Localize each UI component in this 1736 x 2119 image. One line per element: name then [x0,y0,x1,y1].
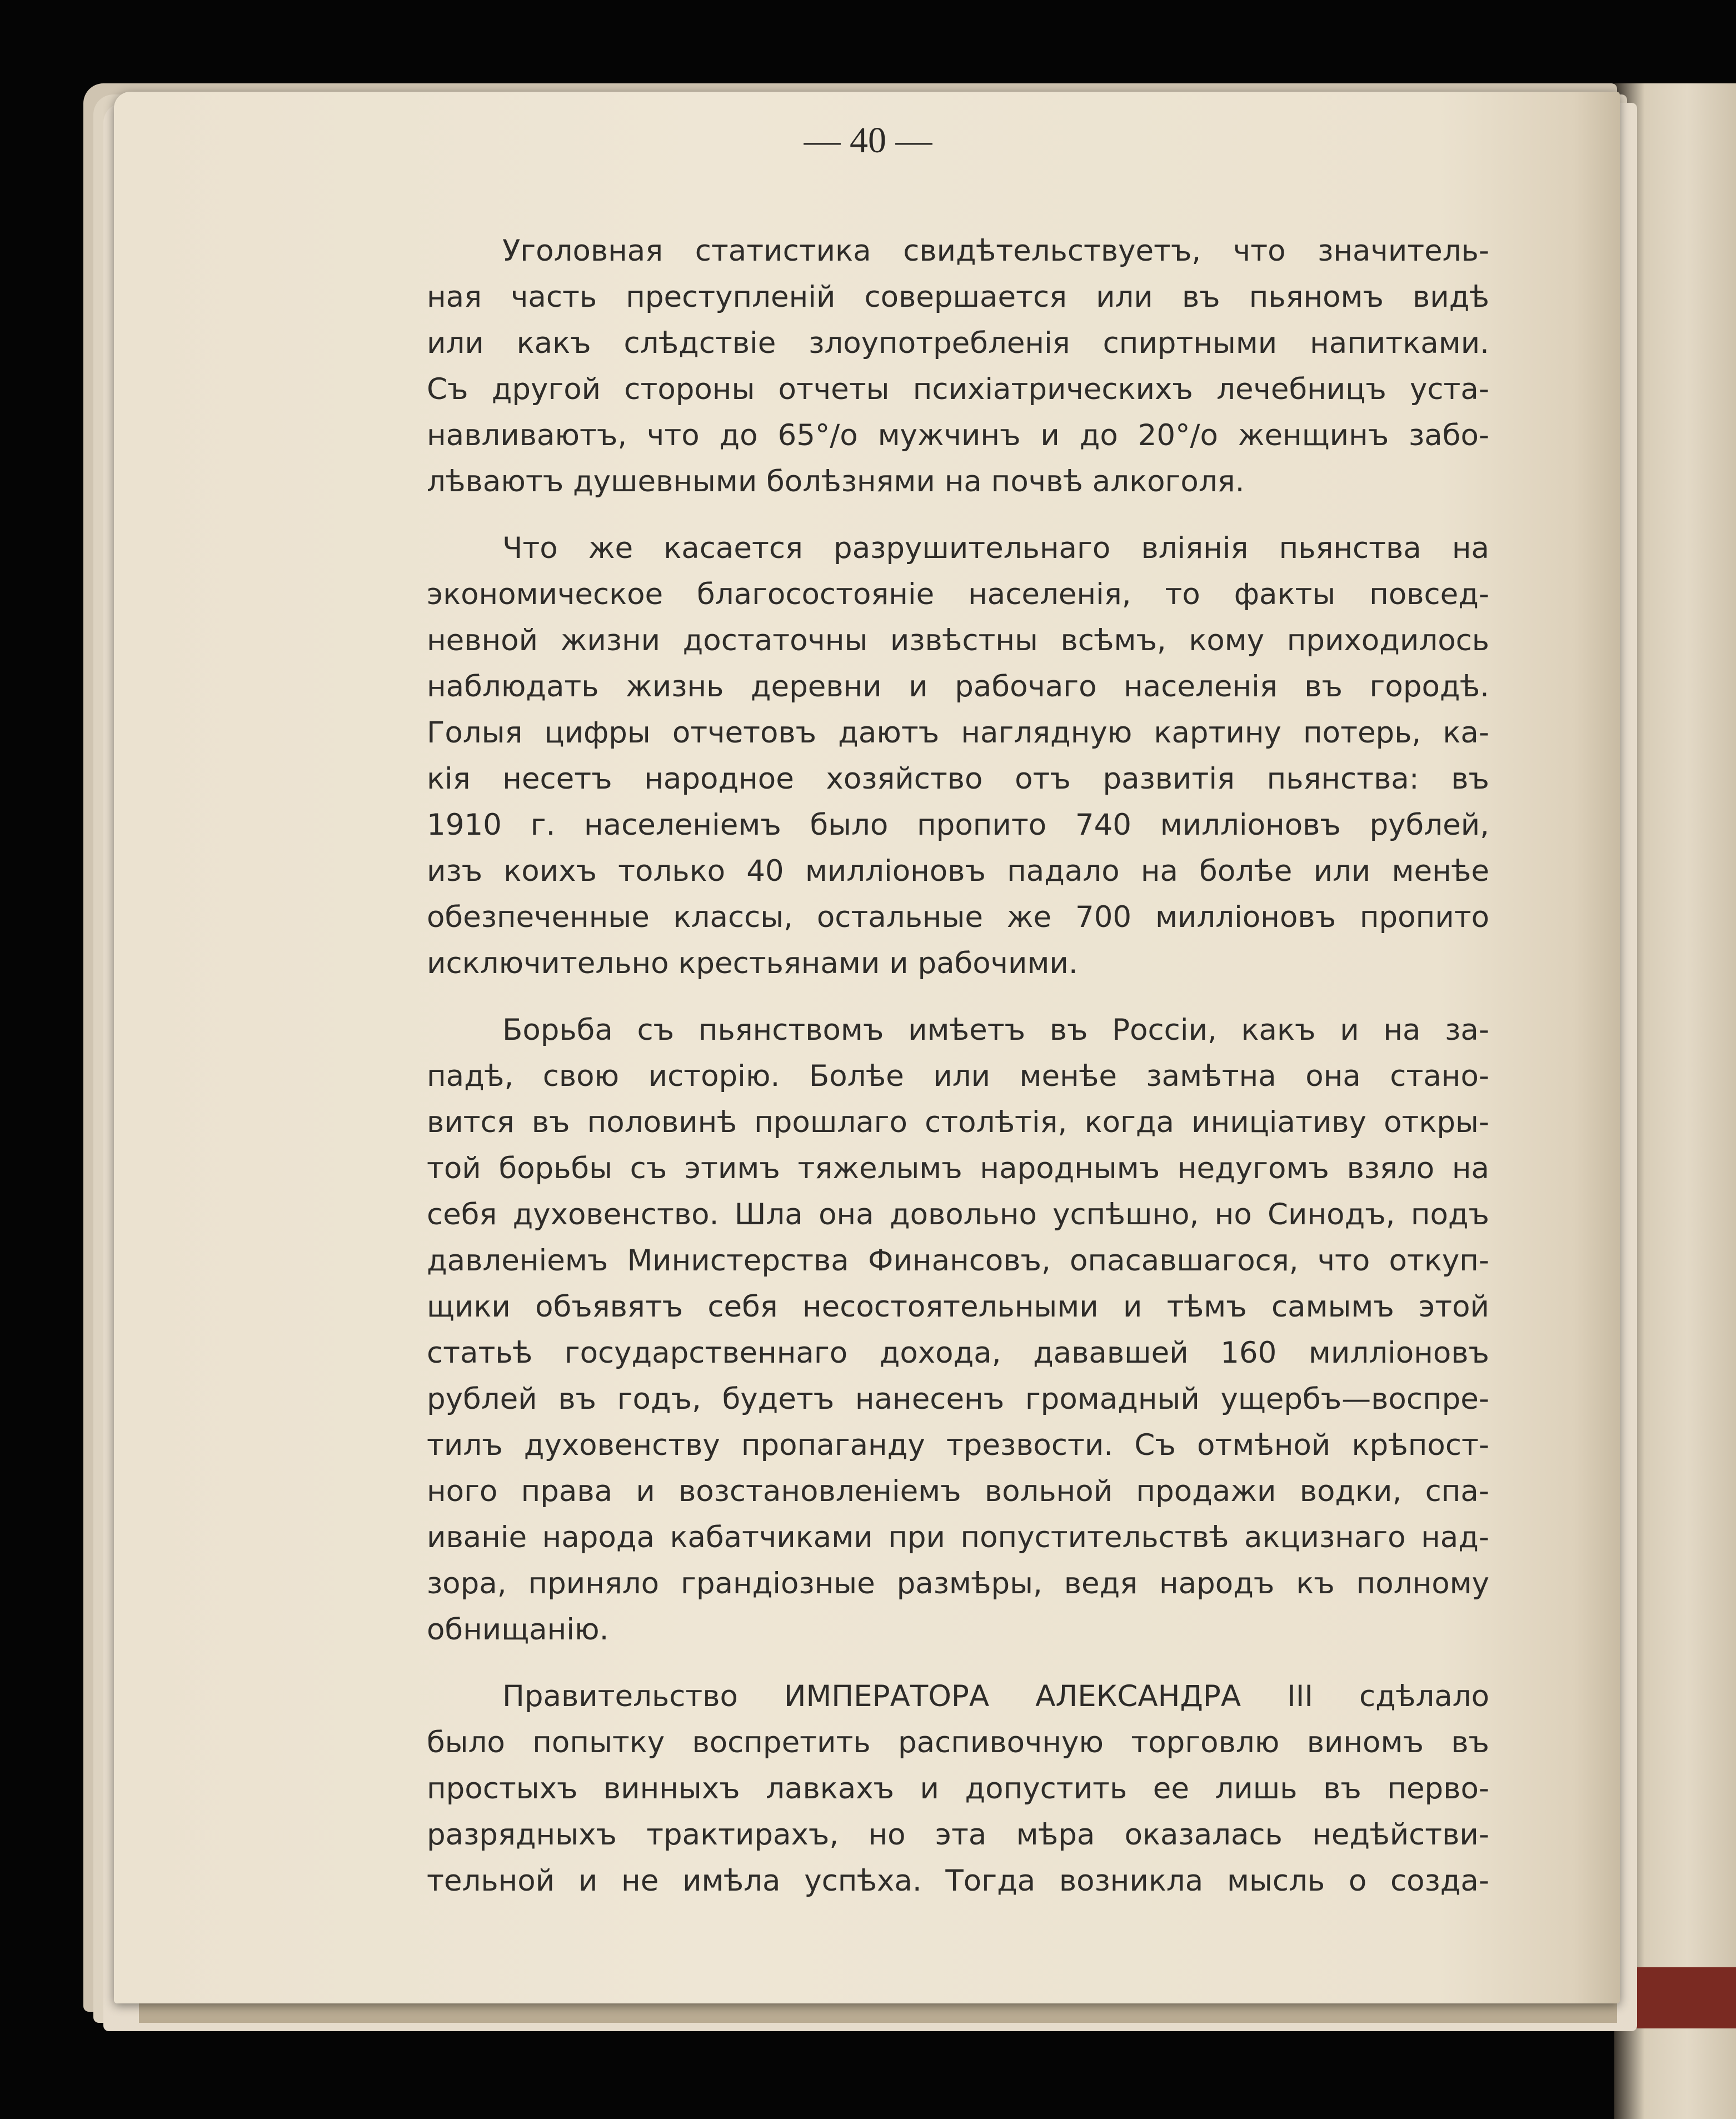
text-line: Уголовная статистика свидѣтельствуетъ, что значитель- [502,234,1489,268]
text-line: Съ другой стороны отчеты психіатрическихъ лечебницъ уста- [427,372,1489,406]
text-line: разрядныхъ трактирахъ, но эта мѣра оказалась недѣйстви- [427,1818,1489,1852]
text-line: тилъ духовенству пропаганду трезвости. Съ отмѣной крѣпост- [427,1428,1489,1462]
text-line: ного права и возстановленіемъ вольной продажи водки, спа- [427,1474,1489,1508]
text-line: той борьбы съ этимъ тяжелымъ народнымъ недугомъ взяло на [427,1151,1489,1185]
paragraph [427,228,1489,505]
text-line: тельной и не имѣла успѣха. Тогда возникла мысль о созда- [427,1864,1489,1898]
text-line: навливаютъ, что до 65°/о мужчинъ и до 20°/о женщинъ забо- [427,418,1489,452]
paragraph [427,525,1489,986]
text-line: вится въ половинѣ прошлаго столѣтія, когда иниціативу откры- [427,1105,1489,1139]
text-line: простыхъ винныхъ лавкахъ и допустить ее лишь въ перво- [427,1772,1489,1806]
text-line: ная часть преступленій совершается или въ пьяномъ видѣ [427,280,1489,314]
text-line: падѣ, свою исторію. Болѣе или менѣе замѣтна она стано- [427,1059,1489,1093]
text-line: себя духовенство. Шла она довольно успѣшно, но Синодъ, подъ [427,1198,1489,1231]
body-text [427,228,1489,1924]
text-line: обезпеченные классы, остальные же 700 милліоновъ пропито [427,900,1489,934]
text-line: невной жизни достаточны извѣстны всѣмъ, кому приходилось [427,624,1489,657]
page-number: — 40 — [804,120,932,161]
text-line: Правительство ИМПЕРАТОРА АЛЕКСАНДРА III сдѣлало [502,1679,1489,1713]
text-line: исключительно крестьянами и рабочими. [427,946,1078,980]
text-line: обнищанію. [427,1613,609,1647]
text-line: Голыя цифры отчетовъ даютъ наглядную картину потерь, ка- [427,716,1489,750]
text-line: экономическое благосостояніе населенія, то факты повсед- [427,577,1489,611]
text-line: щики объявятъ себя несостоятельными и тѣмъ самымъ этой [427,1290,1489,1324]
text-line: кія несетъ народное хозяйство отъ развитія пьянства: въ [427,762,1489,796]
paragraph [427,1007,1489,1653]
paragraph [427,1673,1489,1904]
page-bottom-edge [139,2001,1617,2023]
text-line: давленіемъ Министерства Финансовъ, опасавшагося, что откуп- [427,1244,1489,1278]
text-line: зора, приняло грандіозные размѣры, ведя народъ къ полному [427,1567,1489,1601]
text-line: Что же касается разрушительнаго вліянія пьянства на [502,531,1489,565]
text-line: лѣваютъ душевными болѣзнями на почвѣ алкоголя. [427,465,1245,498]
text-line: Борьба съ пьянствомъ имѣетъ въ Россіи, какъ и на за- [502,1013,1489,1047]
spine-bottom-binding [1628,1967,1736,2028]
text-line: иваніе народа кабатчиками при попустительствѣ акцизнаго над- [427,1520,1489,1554]
text-line: наблюдать жизнь деревни и рабочаго населенія въ городѣ. [427,670,1489,704]
text-line: изъ коихъ только 40 милліоновъ падало на болѣе или менѣе [427,854,1489,888]
text-line: рублей въ годъ, будетъ нанесенъ громадный ущербъ—воспре- [427,1382,1489,1416]
text-line: или какъ слѣдствіе злоупотребленія спиртными напитками. [427,326,1489,360]
text-line: было попытку воспретить распивочную торговлю виномъ въ [427,1726,1489,1759]
text-line: статьѣ государственнаго дохода, дававшей 160 милліоновъ [427,1336,1489,1370]
text-line: 1910 г. населеніемъ было пропито 740 милліоновъ рублей, [427,808,1489,842]
